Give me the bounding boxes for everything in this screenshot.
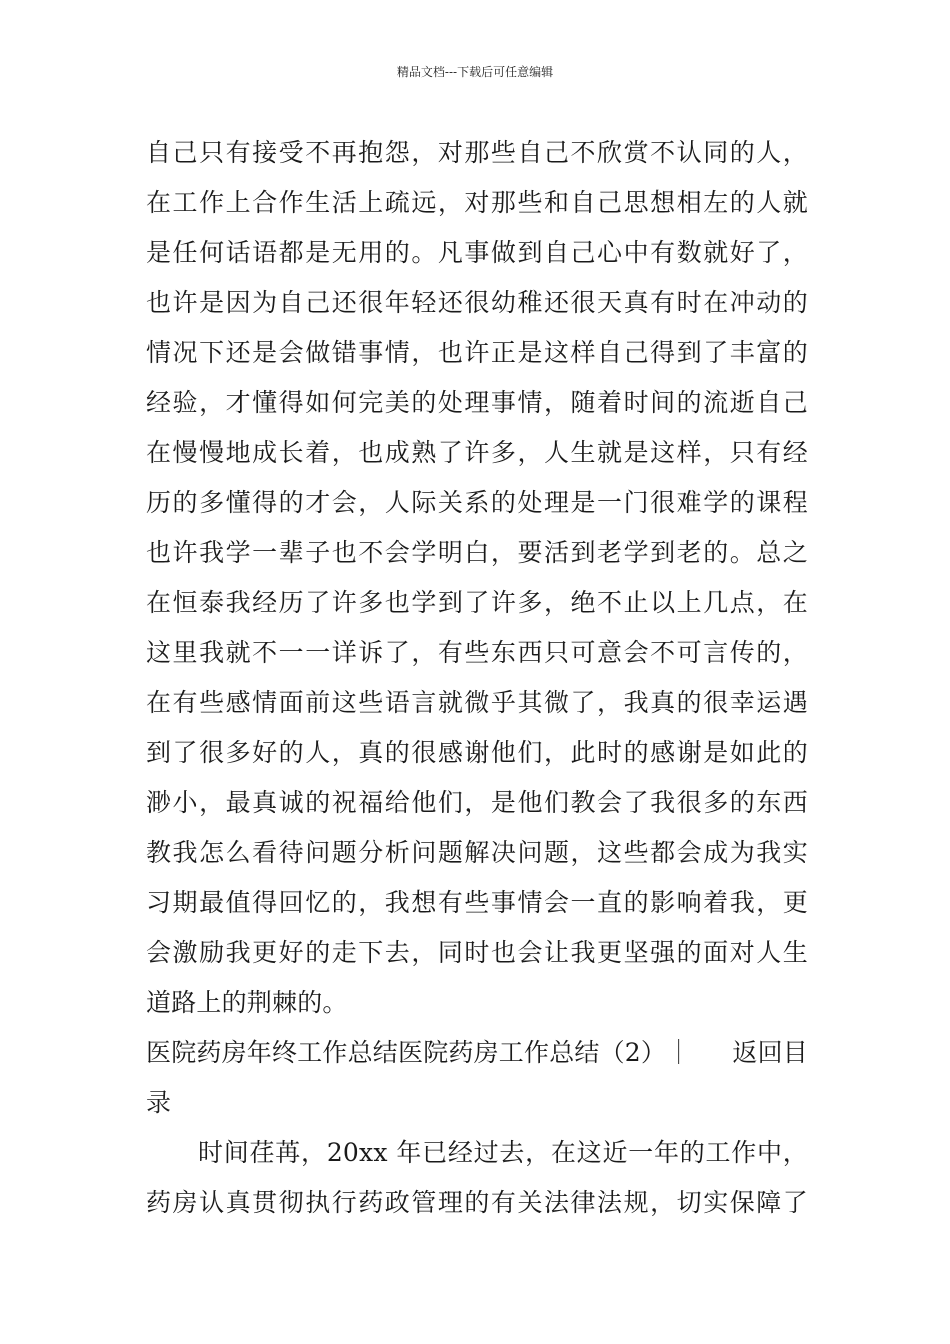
para2-line-1: 时间荏苒，20xx 年已经过去，在这近一年的工作中， — [198, 1138, 808, 1167]
body-line-8: 历的多懂得的才会，人际关系的处理是一门很难学的课程 — [146, 488, 808, 517]
body-line-6: 经验，才懂得如何完美的处理事情，随着时间的流逝自己 — [146, 388, 808, 417]
para2-line-2: 药房认真贯彻执行药政管理的有关法律法规，切实保障了 — [146, 1188, 808, 1217]
body-line-16: 习期最值得回忆的，我想有些事情会一直的影响着我，更 — [146, 888, 808, 917]
body-line-11: 这里我就不一一详诉了，有些东西只可意会不可言传的， — [146, 638, 808, 667]
back-to-toc-link[interactable]: 返回目 — [732, 1038, 808, 1067]
body-line-9: 也许我学一辈子也不会学明白，要活到老学到老的。总之 — [146, 538, 808, 567]
section-heading — [146, 1028, 808, 1078]
body-line-17: 会激励我更好的走下去，同时也会让我更坚强的面对人生 — [146, 938, 808, 967]
body-line-4: 也许是因为自己还很年轻还很幼稚还很天真有时在冲动的 — [146, 288, 808, 317]
body-line-18: 道路上的荆棘的。 — [146, 988, 348, 1017]
body-line-12: 在有些感情面前这些语言就微乎其微了，我真的很幸运遇 — [146, 688, 808, 717]
body-line-10: 在恒泰我经历了许多也学到了许多，绝不止以上几点，在 — [146, 588, 808, 617]
page-header: 精品文档---下载后可任意编辑 — [396, 65, 554, 79]
body-line-3: 是任何话语都是无用的。凡事做到自己心中有数就好了， — [146, 238, 808, 267]
body-line-2: 在工作上合作生活上疏远，对那些和自己思想相左的人就 — [146, 188, 808, 217]
section-separator: ｜ — [666, 1038, 692, 1067]
body-line-5: 情况下还是会做错事情，也许正是这样自己得到了丰富的 — [146, 338, 808, 367]
body-line-15: 教我怎么看待问题分析问题解决问题，这些都会成为我实 — [146, 838, 808, 867]
document-body — [146, 128, 808, 1228]
body-line-14: 渺小，最真诚的祝福给他们，是他们教会了我很多的东西 — [146, 788, 808, 817]
body-line-7: 在慢慢地成长着，也成熟了许多，人生就是这样，只有经 — [146, 438, 808, 467]
body-line-1: 自己只有接受不再抱怨，对那些自己不欣赏不认同的人， — [146, 138, 808, 167]
body-line-13: 到了很多好的人，真的很感谢他们，此时的感谢是如此的 — [146, 738, 808, 767]
section-title: 医院药房年终工作总结医院药房工作总结（2） — [146, 1038, 667, 1067]
back-to-toc-link-continued[interactable]: 录 — [146, 1088, 172, 1117]
